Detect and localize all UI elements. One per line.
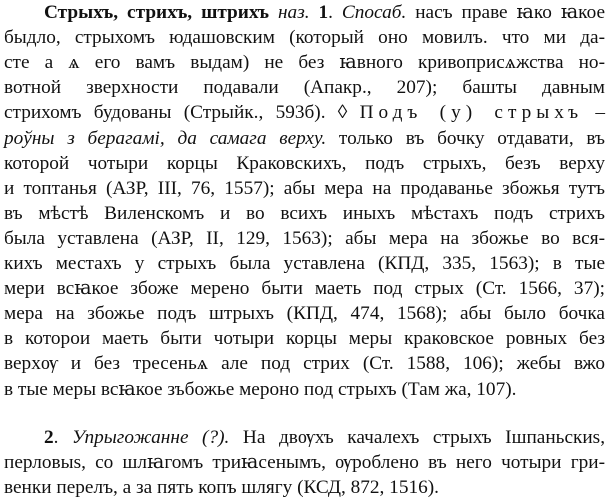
sense-2-text-segment: . <box>53 427 73 448</box>
sense-2-text-segment: венки перелъ, а за пять копъ шлягу (КСД, 872, 1516). <box>4 477 439 499</box>
sense-1-text-segment: Спосаб. <box>341 2 407 23</box>
sense-1-text-segment: Подъ (у) стрыхъ <box>359 102 584 124</box>
sense-2-text-segment: 2 <box>44 427 54 448</box>
sense-1-text-segment: наз. <box>277 2 310 23</box>
sense-1-line <box>4 226 605 252</box>
sense-1-text-segment: вотной зверхности подавали (Апакр., 207); башты давным <box>4 77 605 99</box>
sense-1-text-segment <box>310 2 319 23</box>
sense-1-text-segment: быдло, стрыхомъ юдашовским (который оно мовилъ. что ми да- <box>4 27 605 49</box>
sense-2-line <box>44 425 605 451</box>
sense-1-line <box>4 75 605 101</box>
sense-1-line <box>4 176 605 202</box>
sense-1-text-segment: мера на збожье подъ штрыхъ (КПД, 474, 1568); абы было бочка <box>4 303 605 325</box>
sense-1-text-segment: насъ праве ꙗко ꙗкое <box>406 2 606 23</box>
sense-2-text-segment: перловыѕ, со шлꙗгомъ триꙗсенымъ, ѹроблено въ него чотыри гри- <box>4 452 605 474</box>
sense-1-text-segment: кихъ местахъ у стрыхъ была уставлена (КПД, 335, 1563); в тые <box>4 253 605 274</box>
sense-1-text-segment: и топтанья (АЗР, III, 76, 1557); абы мера на продаванье збожья тутъ <box>4 177 605 199</box>
sense-1-line <box>4 100 605 126</box>
sense-1-line <box>4 301 605 327</box>
sense-1-text-segment: Стрыхъ, стрихъ, штрихъ <box>44 2 270 23</box>
sense-1-text-segment: въ мѣстѣ Виленскомъ и во всихъ иныхъ мѣстахъ подъ стрихъ <box>4 202 605 224</box>
sense-1-text-segment <box>269 2 278 23</box>
sense-1-text-segment: сте а ѧ его вамъ выдам) не без ꙗвного кривоприсѧжства но- <box>4 52 605 74</box>
sense-1-text-segment: верхѹ и без тресеньѧ але под стрих (Ст. 1588, 106); жебы вжо <box>4 353 605 375</box>
sense-1-text-segment: которой чотыри корцы Краковскихъ, подъ стрыхъ, безъ верху <box>4 152 605 174</box>
sense-1-text-segment: только въ бочку отдавати, въ <box>326 127 606 149</box>
sense-1-text-segment: – <box>583 102 605 124</box>
sense-1-line <box>4 351 605 377</box>
sense-1-line <box>4 276 605 302</box>
sense-1-line <box>4 326 605 352</box>
sense-2-line <box>4 475 605 501</box>
sense-1-line <box>4 151 605 177</box>
sense-1-line <box>4 251 605 277</box>
sense-1-text-segment: мери всꙗкое збоже мерено быти маеть под стрых (Ст. 1566, 37); <box>4 278 605 300</box>
sense-1-line <box>44 0 605 26</box>
sense-1-line <box>4 201 605 227</box>
sense-1-line <box>4 50 605 76</box>
sense-1-line <box>4 126 605 152</box>
sense-1-line <box>4 377 605 403</box>
sense-2-text-segment: На двѹхъ качалехъ стрыхъ Ішпаньскиѕ, <box>229 427 606 448</box>
sense-1-text-segment: в тые меры всꙗкое зъбожье мероно под стрыхъ (Там жа, 107). <box>4 378 517 400</box>
sense-1-text-segment: . <box>328 2 342 23</box>
sense-2-text-segment: Упрыгожанне (?). <box>72 427 230 448</box>
sense-1-text-segment: была уставлена (АЗР, II, 129, 1563); абы мера на збожье во вся- <box>4 227 605 249</box>
sense-1-text-segment: роўны з берагамі, да самага верху. <box>4 127 327 149</box>
sense-1-text-segment: в которои маеть быти чотыри корцы меры краковское ровных без <box>4 328 605 350</box>
sense-2-line <box>4 450 605 476</box>
sense-1-line <box>4 25 605 51</box>
sense-1-text-segment: стрихомъ будованы (Стрыйк., 593б). ◊ <box>4 102 360 124</box>
sense-1-text-segment: 1 <box>318 2 329 23</box>
